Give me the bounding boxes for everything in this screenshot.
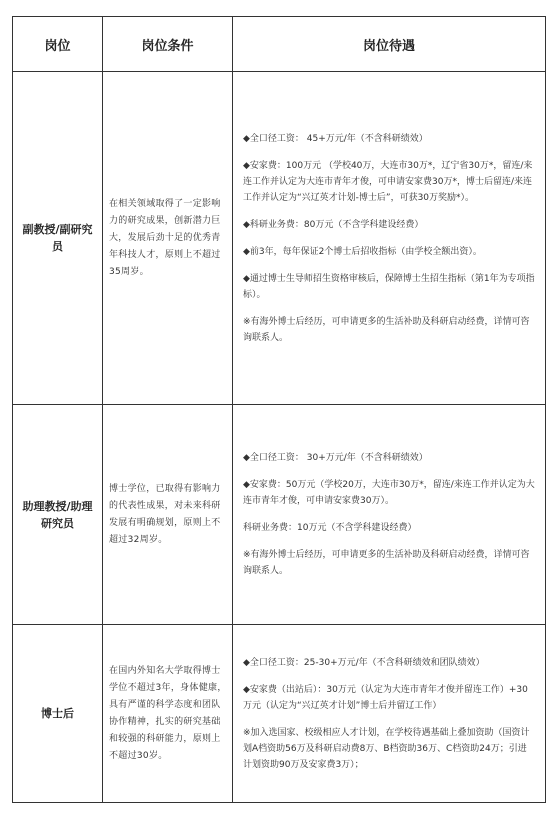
position-cell: 助理教授/助理研究员 xyxy=(13,405,103,625)
table-row-assistant-professor xyxy=(13,405,546,625)
table-row-associate-professor xyxy=(13,72,546,405)
benefit-item: ※加入选国家、校级相应人才计划，在学校待遇基础上叠加资助（国资计划A档资助56万及科研启动费8万、B档资助36万、C档资助24万；引进计划资助90万及安家费3万）； xyxy=(243,727,530,770)
header-benefits: 岗位待遇 xyxy=(233,17,546,72)
position-cell: 副教授/副研究员 xyxy=(13,72,103,405)
benefit-item: ◆安家费：50万元（学校20万，大连市30万*，留连/来连工作并认定为大连市青年才俊，可申请安家费30万）。 xyxy=(243,480,535,506)
header-condition: 岗位条件 xyxy=(103,17,233,72)
job-benefits-table xyxy=(12,16,546,803)
table-header-row xyxy=(13,17,546,72)
table-row-postdoc xyxy=(13,625,546,803)
benefit-item: ◆前3年，每年保证2个博士后招收指标（由学校全额出资）。 xyxy=(243,246,482,257)
condition-cell xyxy=(103,405,233,625)
benefit-item: ※有海外博士后经历，可申请更多的生活补助及科研启动经费，详情可咨询联系人。 xyxy=(243,316,530,343)
job-benefits-table-container xyxy=(12,16,545,803)
condition-cell xyxy=(103,625,233,803)
benefit-item: ※有海外博士后经历，可申请更多的生活补助及科研启动经费，详情可咨询联系人。 xyxy=(243,550,530,576)
benefit-item: ◆全口径工资： 30+万元/年（不含科研绩效） xyxy=(243,453,428,463)
benefits-list xyxy=(239,449,539,580)
condition-text: 博士学位，已取得有影响力的代表性成果，对未来科研发展有明确规划，原则上不超过32周岁。 xyxy=(109,483,221,545)
benefits-cell xyxy=(233,72,546,405)
position-cell: 博士后 xyxy=(13,625,103,803)
benefit-item: ◆安家费（出站后）：30万元（认定为大连市青年才俊并留连工作）+30万元（认定为“兴辽英才计划”博士后并留辽工作） xyxy=(243,684,528,711)
condition-text: 在相关领域取得了一定影响力的研究成果，创新潜力巨大，发展后劲十足的优秀青年科技人才，原则上不超过35周岁。 xyxy=(109,198,221,277)
benefits-cell xyxy=(233,625,546,803)
condition-cell xyxy=(103,72,233,405)
benefit-item: ◆全口径工资： 45+万元/年（不含科研绩效） xyxy=(243,133,428,144)
benefits-cell xyxy=(233,405,546,625)
condition-text: 在国内外知名大学取得博士学位不超过3年，身体健康，具有严谨的科学态度和团队协作精神，扎实的研究基础和较强的科研能力，原则上不超过30岁。 xyxy=(109,665,227,761)
benefits-list xyxy=(239,130,539,347)
benefit-item: 科研业务费：10万元（不含学科建设经费） xyxy=(243,523,417,533)
benefit-item: ◆全口径工资：25-30+万元/年（不含科研绩效和团队绩效） xyxy=(243,657,485,668)
header-position: 岗位 xyxy=(13,17,103,72)
benefit-item: ◆安家费：100万元 （学校40万，大连市30万*，辽宁省30万*，留连/来连工作并认定为大连市青年才俊，可申请安家费30万*，博士后留连/来连工作并认定为“兴辽英才计划-博士后”，可获30万奖励*）。 xyxy=(243,160,533,203)
benefit-item: ◆通过博士生导师招生资格审核后，保障博士生招生指标（第1年为专项指标）。 xyxy=(243,273,535,300)
benefit-item: ◆科研业务费：80万元（不含学科建设经费） xyxy=(243,219,424,230)
benefits-list xyxy=(239,654,539,774)
